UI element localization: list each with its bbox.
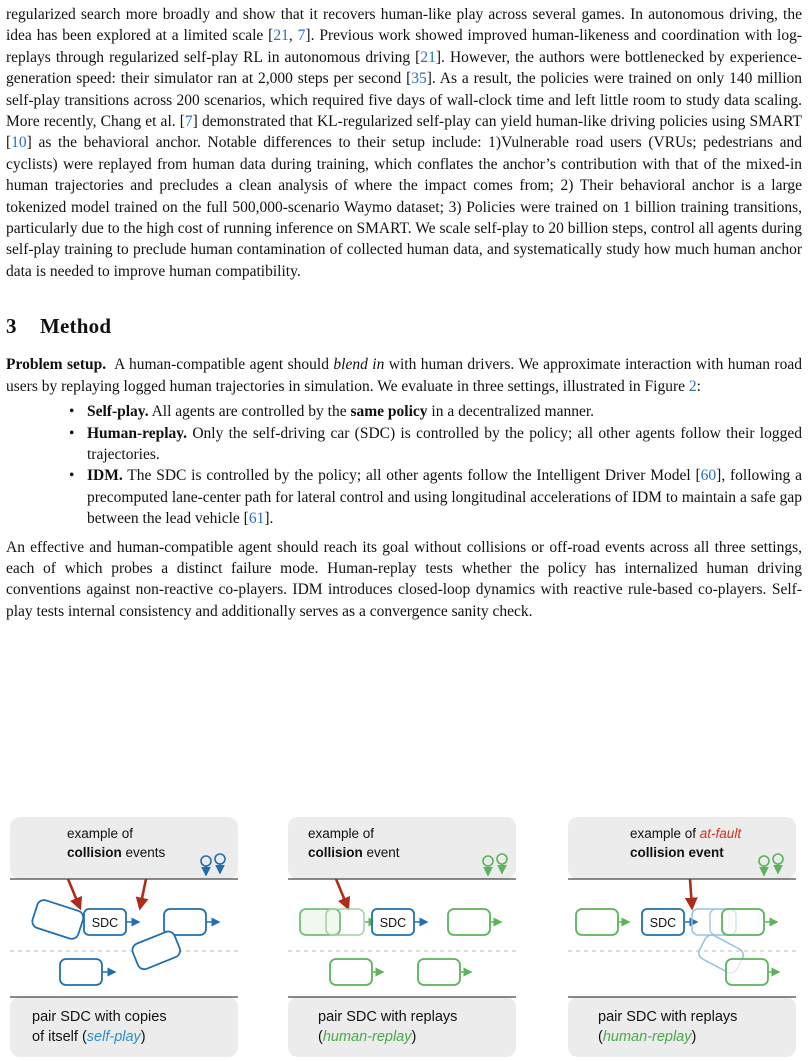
citation-link[interactable]: 10 [11, 134, 27, 152]
citation-link[interactable]: 21 [273, 27, 289, 45]
bottom-label-box [568, 997, 796, 1057]
sdc-label: SDC [91, 916, 119, 930]
car-rotated [130, 929, 182, 971]
bottom-label-box [10, 997, 238, 1057]
car-replay [448, 909, 501, 935]
svg-text:pair SDC with replays [318, 1009, 457, 1025]
car-sdc [372, 909, 427, 935]
collision-arrow [690, 879, 692, 908]
car-replay [330, 959, 383, 985]
svg-text:collision events [67, 845, 166, 860]
evaluation-paragraph: An effective and human-compatible agent should reach its goal without collisions or off-road events across all three settings, each of which probes a distinct failure mode. Human-replay tests whether the policy has internalized human driving conventions against non-reactive co-players. IDM introduces closed-loop dynamics with reactive rule-based co-players. Self-play tests internal consistency and additionally serves as a convergence sanity check. [6, 538, 802, 620]
figure-label: event [362, 845, 400, 860]
figure-panel-self-play [10, 817, 238, 1057]
at-fault-label: at-fault [699, 826, 742, 841]
car [164, 909, 219, 935]
figure-label: collision [308, 845, 363, 860]
svg-text:example of at-fault [630, 826, 742, 841]
car-replay [576, 909, 629, 935]
list-item-human-replay: • Human-replay. Only the self-driving car (SDC) is controlled by the policy; all other agents follow their logged trajectories. [69, 423, 802, 466]
citation-link[interactable]: 21 [420, 48, 436, 66]
svg-text:collision event [630, 845, 724, 860]
figure-label: example of [630, 826, 700, 841]
collision-arrow [336, 879, 348, 908]
figure-caption-text: pair SDC with replays [598, 1009, 738, 1025]
list-item-idm: • IDM. The SDC is controlled by the policy; all other agents follow the Intelligent Driver Model [60], following a precomputed lane-center path for lateral control and using longitudinal accelerations of IDM to maintain a safe gap between the lead vehicle [61]. [69, 465, 802, 529]
figure-2 [0, 817, 808, 1061]
settings-list [6, 401, 802, 529]
car-replay [722, 909, 777, 935]
collision-arrow [140, 879, 146, 908]
car [60, 959, 115, 985]
section-title: Method [40, 314, 112, 339]
svg-text:of itself (self-play): of itself (self-play) [32, 1029, 146, 1045]
svg-text:pair SDC with copies [32, 1009, 167, 1025]
svg-text:example of [67, 826, 133, 841]
figure-caption-text: pair SDC with replays [318, 1009, 458, 1025]
figure-caption-text: pair SDC with copies [32, 1009, 167, 1025]
section-heading [6, 314, 802, 339]
citation-link[interactable]: 60 [700, 467, 717, 485]
citation-link[interactable]: 35 [411, 70, 427, 88]
figure-label: example of [67, 826, 134, 841]
car-replay [726, 959, 779, 985]
bottom-label-box [288, 997, 516, 1057]
citation-link[interactable]: 61 [248, 510, 265, 528]
svg-text:(human-replay): (human-replay) [598, 1029, 697, 1045]
car-rotated [31, 898, 86, 940]
car-sdc [84, 909, 139, 935]
svg-text:pair SDC with replays [598, 1009, 737, 1025]
figure-link[interactable]: 2 [688, 377, 697, 395]
section-number: 3 [6, 314, 17, 339]
sdc-label: SDC [379, 916, 407, 930]
figure-panel-at-fault [568, 817, 796, 1057]
car-replay [300, 909, 376, 935]
figure-label: events [121, 845, 166, 860]
related-work-paragraph: regularized search more broadly and show that it recovers human-like play across several games. In autonomous driving, the idea has been explored at a limited scale [21, 7]. Previous work showed improved human-likeness and coordination with log-replays through regularized self-play RL in autonomous driving [21]. However, the authors were bottlenecked by experience-generation speed: their simulator ran at 2,000 steps per second [35]. As a result, the policies were trained on only 140 million self-play transitions across 200 scenarios, which required five days of wall-clock time and left little room to study data scaling. More recently, Chang et al. [7] demonstrated that KL-regularized self-play can yield human-like driving policies using SMART [10] as the behavioral anchor. Notable differences to their setup include: 1)Vulnerable road users (VRUs; pedestrians and cyclists) were replayed from human data during training, which conflates the anchor’s contribution with that of the mixed-in human trajectories and precludes a clean analysis of where the impact comes from; 2) Their behavioral anchor is a large tokenized model trained on the full 500,000-scenario Waymo dataset; 3) Policies were trained on 1 billion training transitions, particularly due to the high cost of running inference on SMART. We scale self-play to 20 billion steps, control all agents during self-play training to preclude human contamination of collected human data, and systematically study how much human anchor data is needed to improve human compatibility. [6, 6, 803, 280]
figure-label: collision event [630, 845, 724, 860]
car-sdc [642, 909, 697, 935]
svg-text:example of [308, 826, 374, 841]
paragraph-lead: Problem setup. [6, 356, 107, 374]
figure-label: example of [308, 826, 375, 841]
svg-text:collision event [308, 845, 400, 860]
collision-arrow [68, 879, 80, 908]
problem-setup-paragraph: Problem setup. A human-compatible agent should blend in with human drivers. We approximate interaction with human road users by replaying logged human trajectories in simulation. We evaluate in three settings, illustrated in Figure 2: [6, 356, 802, 395]
svg-text:(human-replay): (human-replay) [318, 1029, 417, 1045]
list-item-self-play: • Self-play. All agents are controlled by the same policy in a decentralized manner. [69, 401, 802, 422]
citation-link[interactable]: 7 [297, 27, 306, 45]
paper-page [6, 0, 802, 622]
figure-panel-human-replay [288, 817, 516, 1057]
citation-link[interactable]: 7 [184, 113, 193, 131]
sdc-label: SDC [649, 916, 677, 930]
figure-label: collision [67, 845, 122, 860]
car-replay [418, 959, 471, 985]
